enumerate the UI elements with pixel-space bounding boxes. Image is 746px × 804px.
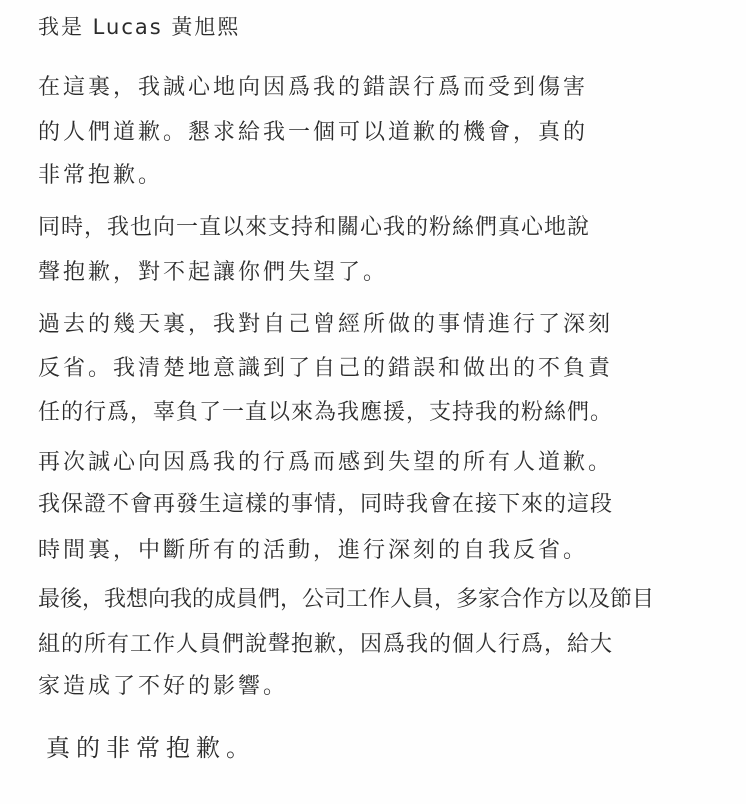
paragraph-1-line-3: 非常抱歉。 [38, 163, 164, 188]
paragraph-4-line-1: 再次誠心向因爲我的行爲而感到失望的所有人道歉。 [38, 450, 614, 475]
paragraph-1-line-1: 在這裏，我誠心地向因爲我的錯誤行爲而受到傷害 [38, 75, 589, 100]
closing-line: 真的非常抱歉。 [46, 734, 256, 762]
paragraph-2-line-1: 同時，我也向一直以來支持和關心我的粉絲們真心地說 [38, 215, 591, 240]
paragraph-1-line-2: 的人們道歉。懇求給我一個可以道歉的機會，真的 [38, 120, 589, 145]
paragraph-6-line-3: 家造成了不好的影響。 [38, 674, 289, 699]
greeting-line: 我是 Lucas 黃旭熙 [38, 15, 241, 39]
paragraph-6-line-1: 最後，我想向我的成員們，公司工作人員，多家合作方以及節目 [38, 587, 655, 612]
paragraph-2-line-2: 聲抱歉，對不起讓你們失望了。 [38, 260, 389, 285]
paragraph-3-line-3: 任的行爲，辜負了一直以來為我應援，支持我的粉絲們。 [38, 400, 614, 425]
paragraph-3-line-2: 反省。我清楚地意識到了自己的錯誤和做出的不負責 [38, 356, 614, 381]
paragraph-6-line-2: 組的所有工作人員們說聲抱歉，因爲我的個人行爲，給大 [38, 632, 614, 657]
paragraph-5-line-1: 我保證不會再發生這樣的事情，同時我會在接下來的這段 [38, 492, 614, 517]
paragraph-3-line-1: 過去的幾天裏，我對自己曾經所做的事情進行了深刻 [38, 312, 614, 337]
paragraph-5-line-2: 時間裏，中斷所有的活動，進行深刻的自我反省。 [38, 538, 589, 563]
